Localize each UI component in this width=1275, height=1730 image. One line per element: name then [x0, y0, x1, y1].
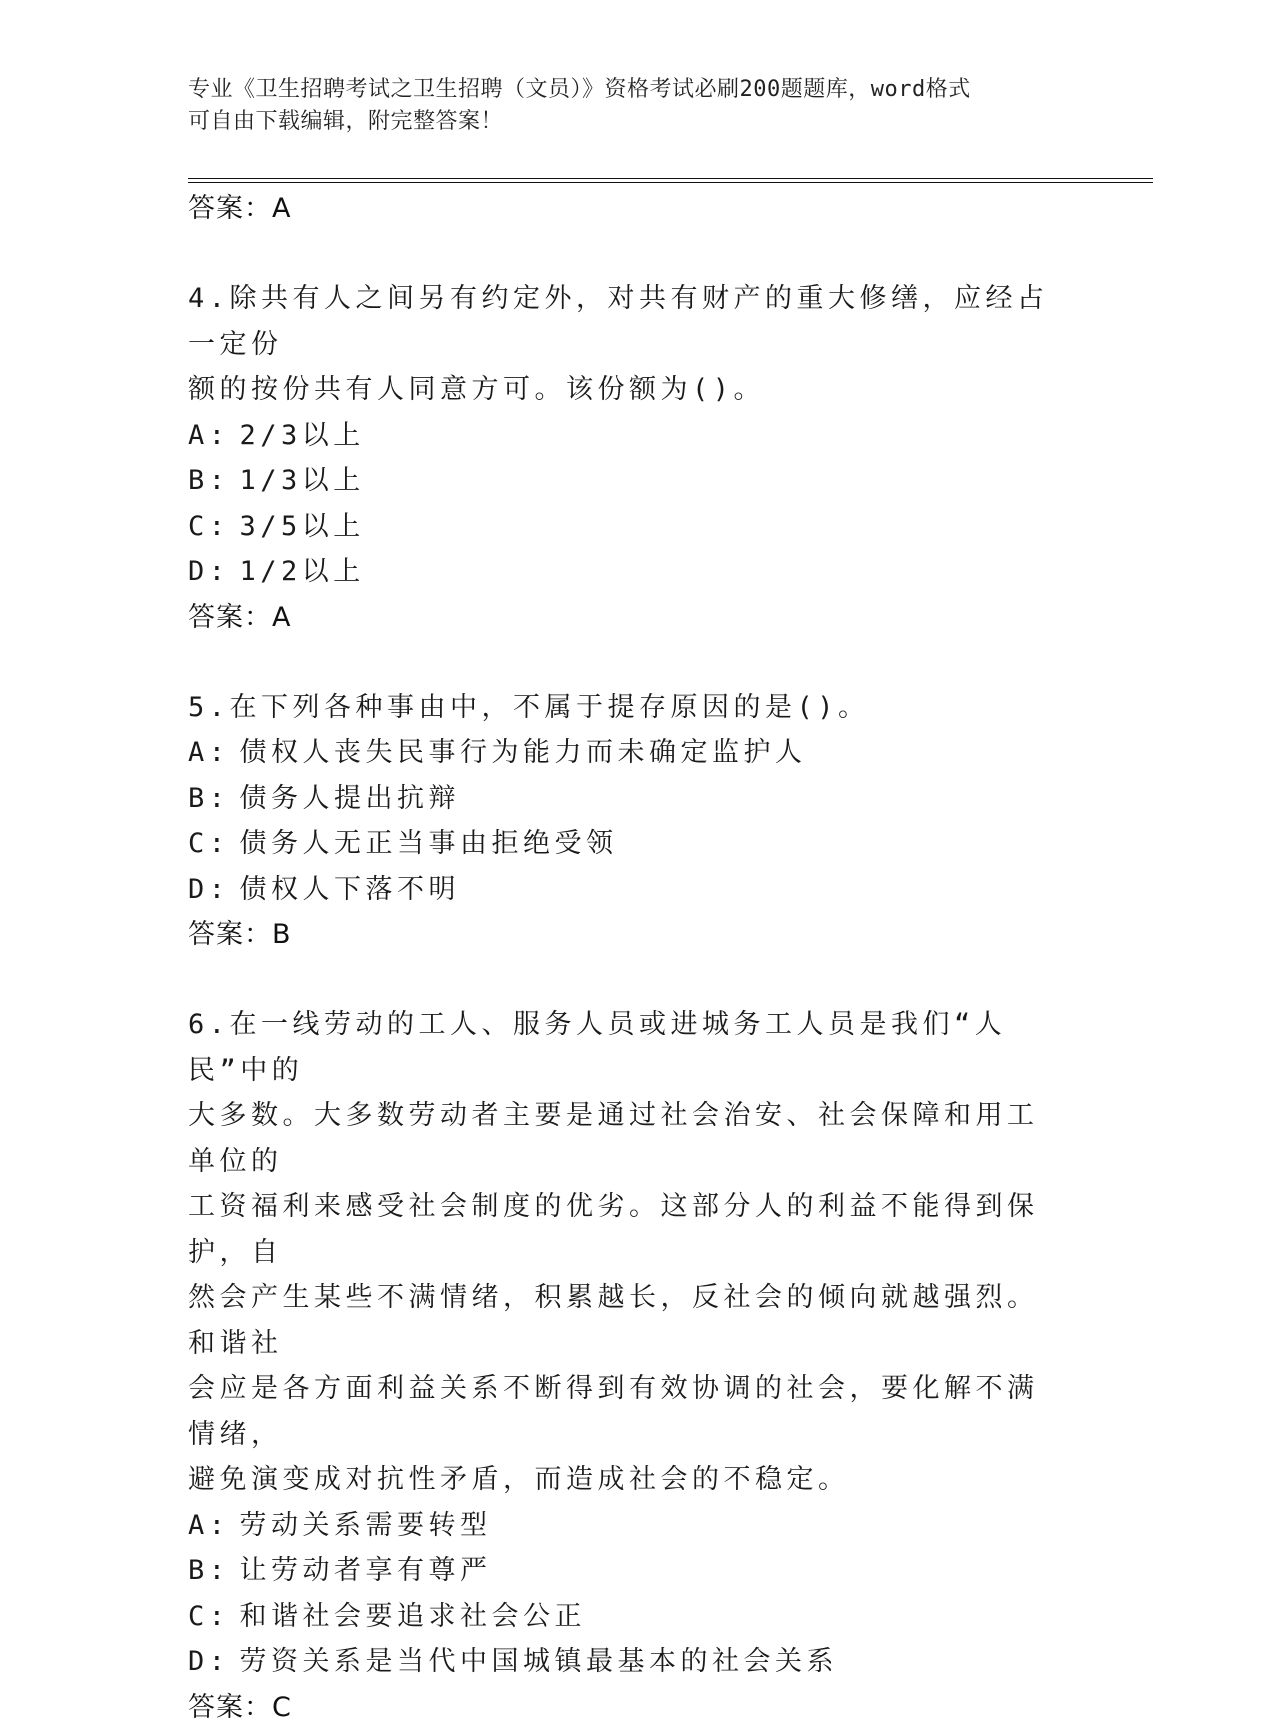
option-c [188, 821, 1068, 867]
option-key: C: [188, 828, 230, 859]
header-line-1: 专业《卫生招聘考试之卫生招聘（文员）》资格考试必刷200题题库，word格式 [188, 77, 971, 102]
question-line: 5.在下列各种事由中，不属于提存原因的是()。 [188, 691, 870, 723]
question-5 [188, 685, 1068, 958]
previous-answer: 答案：A [188, 193, 292, 224]
option-b [188, 776, 1068, 822]
question-list [188, 186, 1068, 1730]
option-text: 债务人无正当事由拒绝受领 [239, 828, 618, 859]
answer-label: 答案：C [188, 1691, 292, 1723]
option-text: 债权人丧失民事行为能力而未确定监护人 [239, 737, 807, 768]
question-line: 会应是各方面利益关系不断得到有效协调的社会，要化解不满情绪， [188, 1373, 1039, 1450]
option-a [188, 1503, 1068, 1549]
question-4 [188, 276, 1068, 640]
option-key: B: [188, 1555, 230, 1586]
question-text [188, 1002, 1068, 1503]
option-key: A: [188, 1509, 230, 1541]
option-text: 债务人提出抗辩 [239, 782, 461, 814]
question-6 [188, 1002, 1068, 1730]
question-line: 4.除共有人之间另有约定外，对共有财产的重大修缮，应经占一定份 [188, 283, 1049, 360]
option-key: C: [188, 1600, 230, 1632]
question-line: 工资福利来感受社会制度的优劣。这部分人的利益不能得到保护，自 [188, 1191, 1039, 1268]
spacer [188, 231, 1068, 276]
option-key: A: [188, 419, 230, 451]
header-divider [188, 178, 1153, 183]
question-line: 避免演变成对抗性矛盾，而造成社会的不稳定。 [188, 1464, 850, 1495]
option-key: B: [188, 465, 230, 496]
option-key: D: [188, 556, 230, 587]
option-a [188, 730, 1068, 776]
option-key: D: [188, 1646, 230, 1677]
option-key: D: [188, 873, 230, 905]
page-header [188, 74, 1068, 138]
option-key: C: [188, 510, 230, 542]
spacer [188, 957, 1068, 1002]
option-text: 1/2以上 [239, 556, 365, 587]
option-b [188, 458, 1068, 504]
option-text: 劳动关系需要转型 [239, 1509, 492, 1541]
answer-label: 答案：B [188, 919, 292, 950]
answer-label: 答案：A [188, 601, 292, 633]
question-line: 然会产生某些不满情绪，积累越长，反社会的倾向就越强烈。和谐社 [188, 1282, 1039, 1359]
option-text: 2/3以上 [239, 419, 365, 451]
option-text: 让劳动者享有尊严 [239, 1555, 492, 1586]
question-line: 额的按份共有人同意方可。该份额为()。 [188, 374, 766, 405]
option-text: 劳资关系是当代中国城镇最基本的社会关系 [239, 1646, 839, 1677]
option-d [188, 867, 1068, 913]
question-line: 6.在一线劳动的工人、服务人员或进城务工人员是我们“人民”中的 [188, 1009, 1007, 1086]
option-text: 债权人下落不明 [239, 873, 461, 905]
option-b [188, 1548, 1068, 1594]
option-key: B: [188, 782, 230, 814]
question-text [188, 276, 1068, 413]
option-c [188, 504, 1068, 550]
option-key: A: [188, 737, 230, 768]
option-c [188, 1594, 1068, 1640]
option-d [188, 549, 1068, 595]
option-d [188, 1639, 1068, 1685]
header-line-2: 可自由下载编辑，附完整答案！ [188, 109, 504, 134]
option-text: 和谐社会要追求社会公正 [239, 1600, 587, 1632]
question-line: 大多数。大多数劳动者主要是通过社会治安、社会保障和用工单位的 [188, 1100, 1039, 1177]
option-text: 1/3以上 [239, 465, 365, 496]
spacer [188, 640, 1068, 685]
option-text: 3/5以上 [239, 510, 365, 542]
question-text [188, 685, 1068, 731]
option-a [188, 413, 1068, 459]
